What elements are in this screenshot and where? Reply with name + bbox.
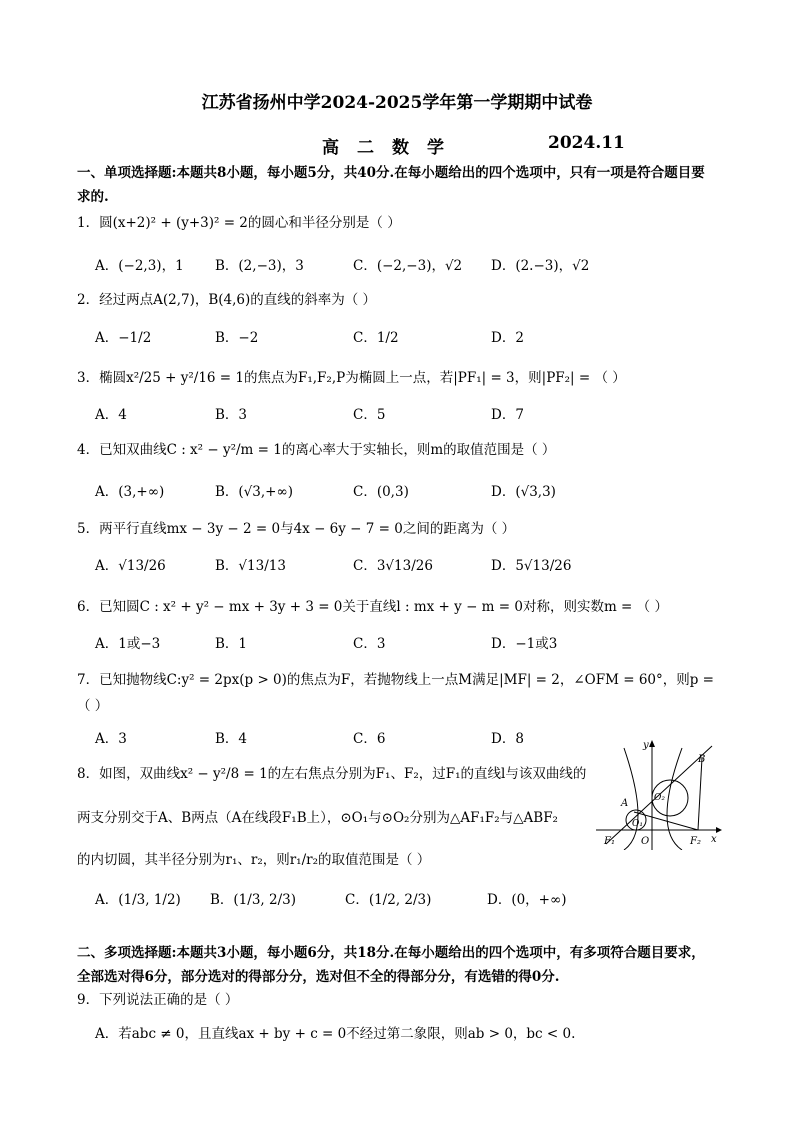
question-9-stem: 9．下列说法正确的是（ ） [77,992,239,1008]
question-1-stem: 1．圆(x+2)² + (y+3)² = 2的圆心和半径分别是（ ） [77,215,401,231]
segment-bf2 [698,758,702,830]
y-axis-arrow [649,740,655,747]
question-6-option-d: D．−1或3 [491,636,558,652]
label-o2: O₂ [654,793,665,803]
label-b: B [698,754,706,765]
page-title: 江苏省扬州中学2024-2025学年第一学期期中试卷 [201,93,593,113]
question-2-option-c: C．1/2 [353,330,399,346]
question-6-option-b: B．1 [215,636,248,652]
question-8-option-c: C．(1/2, 2/3) [345,892,432,908]
question-3-stem: 3．椭圆x²/25 + y²/16 = 1的焦点为F₁,F₂,P为椭圆上一点，若|PF₁| = 3，则|PF₂| = （ ） [77,370,626,386]
question-6-option-c: C．3 [353,636,386,652]
question-4-option-c: C．(0,3) [353,484,409,500]
question-2-stem: 2．经过两点A(2,7)，B(4,6)的直线的斜率为（ ） [77,292,377,308]
question-2-option-b: B．−2 [215,330,259,346]
question-5-option-d: D．5√13/26 [491,558,572,574]
subject-title: 高二数学 [322,138,462,158]
label-o: O [641,836,650,847]
question-5-option-c: C．3√13/26 [353,558,433,574]
hyperbola-figure [594,738,724,850]
question-4-stem: 4．已知双曲线C : x² − y²/m = 1的离心率大于实轴长，则m的取值范围是（ ） [77,442,556,458]
question-1-option-a: A．(−2,3)，1 [95,258,184,274]
question-7-option-c: C．6 [353,731,386,747]
exam-date: 2024.11 [548,133,625,153]
question-7-option-b: B．4 [215,731,248,747]
question-8-option-a: A．(1/3, 1/2) [95,892,181,908]
section-heading-single-choice: 一、单项选择题:本题共8小题，每小题5分，共40分.在每小题给出的四个选项中，只有一项是符合题目要求的. [77,165,705,205]
question-1-option-b: B．(2,−3)，3 [215,258,304,274]
question-6-option-a: A．1或−3 [95,636,161,652]
question-1-option-c: C．(−2,−3)，√2 [353,258,463,274]
question-3-option-c: C．5 [353,407,386,423]
question-7-option-d: D．8 [491,731,524,747]
section-heading-multiple-choice: 二、多项选择题:本题共3小题，每小题6分，共18分.在每小题给出的四个选项中，有多项符合题目要求，全部选对得6分，部分选对的得部分分，选对但不全的得部分分，有选错的得0分. [77,945,705,985]
question-2-option-a: A．−1/2 [95,330,152,346]
label-a: A [621,798,629,809]
hyperbola-right-branch [667,748,682,850]
question-8-option-b: B．(1/3, 2/3) [210,892,296,908]
question-4-option-a: A．(3,+∞) [95,484,165,500]
question-3-option-b: B．3 [215,407,248,423]
question-8-stem-line-1: 8．如图，双曲线x² − y²/8 = 1的左右焦点分别为F₁、F₂，过F₁的直线l与该双曲线的 [77,766,587,782]
question-7-option-a: A．3 [95,731,127,747]
question-4-option-b: B．(√3,+∞) [215,484,293,500]
question-9-option-a: A．若abc ≠ 0，且直线ax + by + c = 0不经过第二象限，则ab > 0，bc < 0. [95,1026,576,1042]
question-1-option-d: D．(2.−3)，√2 [491,258,590,274]
label-x: x [711,834,717,845]
question-3-option-a: A．4 [95,407,127,423]
question-7-stem-continued: （ ） [77,698,109,714]
question-5-stem: 5．两平行直线mx − 3y − 2 = 0与4x − 6y − 7 = 0之间的距离为（ ） [77,521,516,537]
question-2-option-d: D．2 [491,330,524,346]
question-8-stem-line-2: 两支分别交于A、B两点（A在线段F₁B上），⊙O₁与⊙O₂分别为△AF₁F₂与△ABF₂ [77,810,558,826]
label-o1: O₁ [632,819,643,829]
question-8-option-d: D．(0，+∞) [487,892,567,908]
label-y: y [643,740,649,751]
question-5-option-a: A．√13/26 [95,558,166,574]
question-6-stem: 6．已知圆C : x² + y² − mx + 3y + 3 = 0关于直线l : mx + y − m = 0对称，则实数m = （ ） [77,599,668,615]
question-8-stem-line-3: 的内切圆，其半径分别为r₁、r₂，则r₁/r₂的取值范围是（ ） [77,852,431,868]
label-f1: F₁ [604,836,615,847]
question-7-stem: 7．已知抛物线C:y² = 2px(p > 0)的焦点为F，若抛物线上一点M满足|MF| = 2，∠OFM = 60°，则p = [77,672,714,688]
x-axis-arrow [716,827,722,833]
segment-af2 [634,812,698,830]
question-5-option-b: B．√13/13 [215,558,286,574]
question-3-option-d: D．7 [491,407,524,423]
label-f2: F₂ [690,836,701,847]
question-4-option-d: D．(√3,3) [491,484,556,500]
